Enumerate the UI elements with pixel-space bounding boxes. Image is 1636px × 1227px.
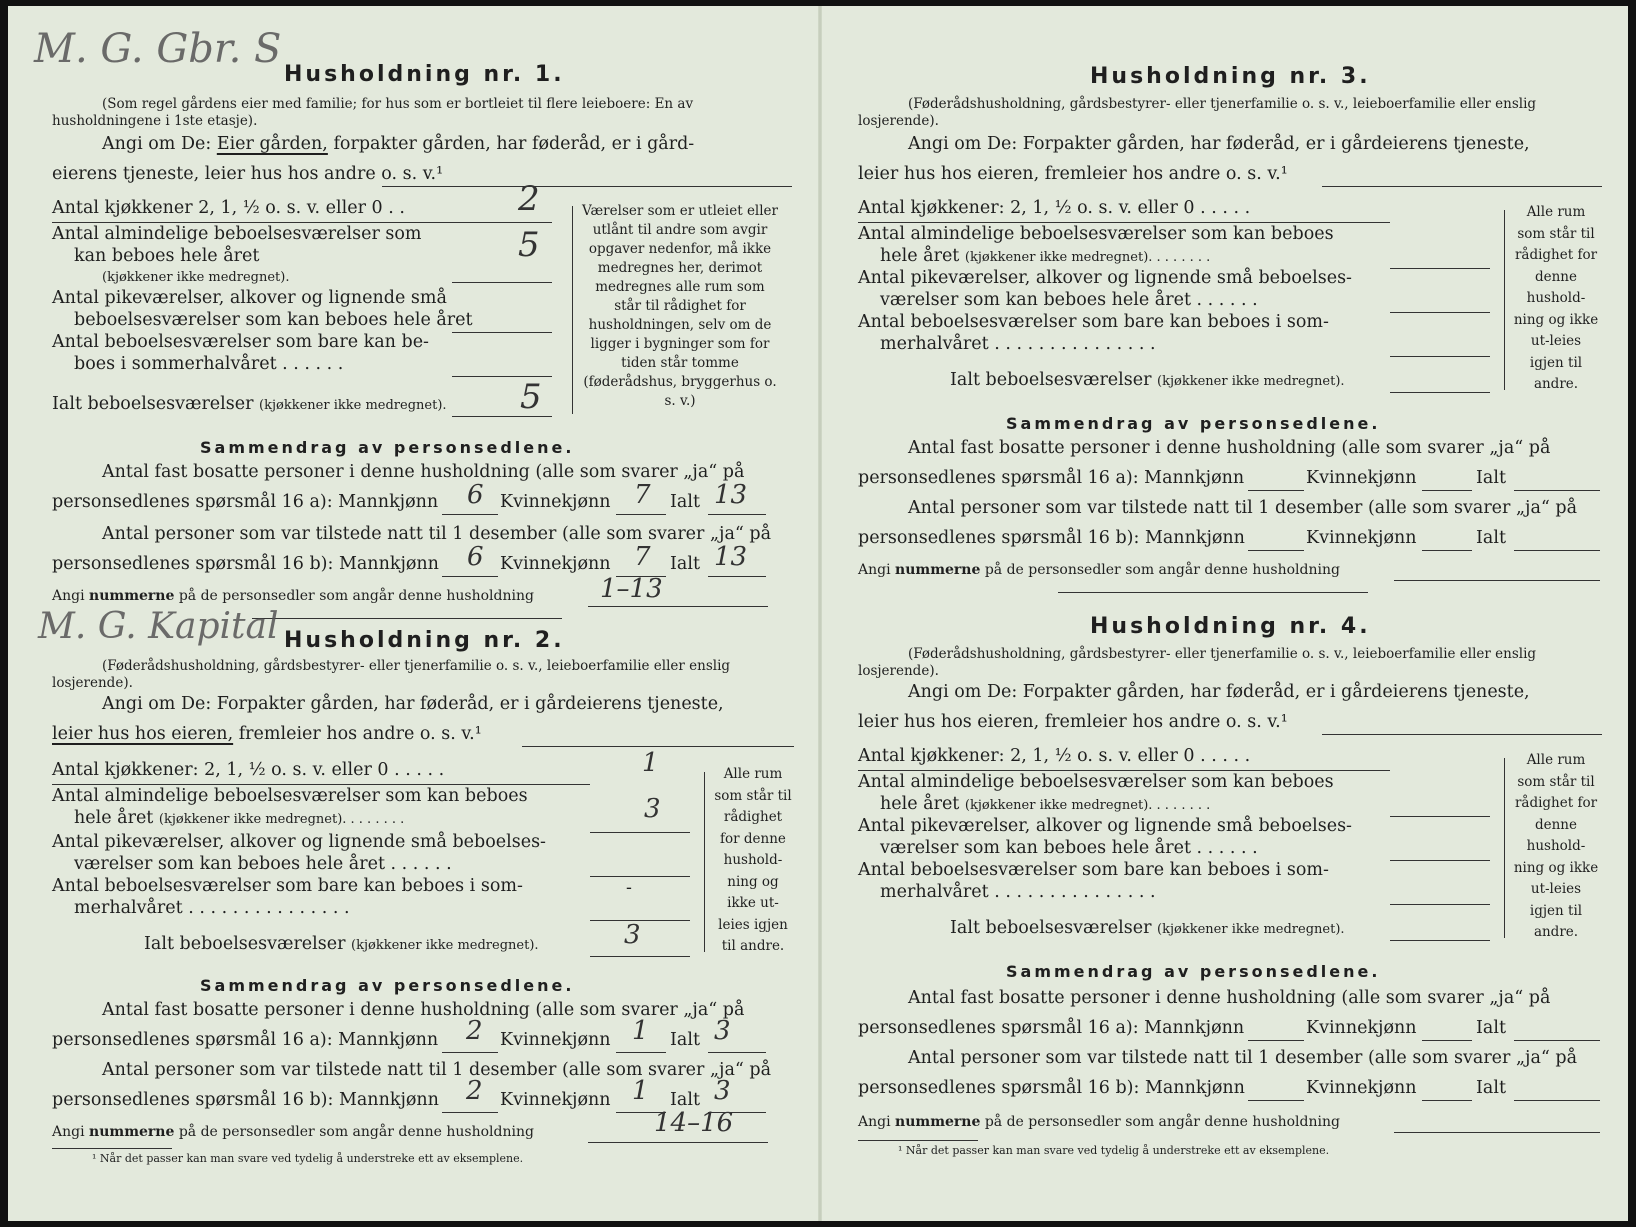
- h2-fixed-female: 1: [632, 1016, 649, 1046]
- h1-kitchens-field: [452, 222, 552, 223]
- h3-total-text: Ialt beboelsesværelser: [950, 370, 1152, 390]
- h1-rooms-label3: (kjøkkener ikke medregnet).: [102, 270, 290, 285]
- h2-kitchens-field: [52, 784, 590, 785]
- h2-fixed-total-label: Ialt: [670, 1030, 700, 1050]
- h1-summer-label1: Antal beboelsesværelser som bare kan be-: [52, 332, 429, 352]
- h4-fixed-male-field: [1248, 1040, 1304, 1041]
- h4-present-total-field: [1514, 1100, 1600, 1101]
- h1-fixed-line2: personsedlenes spørsmål 16 a): Mannkjønn: [52, 492, 439, 512]
- h1-rooms-field: [452, 282, 552, 283]
- h3-fixed-line1: Antal fast bosatte personer i denne husholdning (alle som svarer „ja“ på: [908, 438, 1551, 458]
- h4-present-total-label: Ialt: [1476, 1078, 1506, 1098]
- h3-present-total-label: Ialt: [1476, 528, 1506, 548]
- h3-rooms-field: [1390, 268, 1490, 269]
- h2-angi-line2: [52, 724, 482, 744]
- h2-small-rooms-label2: værelser som kan beboes hele året . . . . . .: [74, 854, 452, 874]
- h3-summary-title: Sammendrag av personsedlene.: [1006, 414, 1381, 433]
- h2-rooms-value: 3: [644, 794, 661, 824]
- h3-fixed-male-field: [1248, 490, 1304, 491]
- h1-numbers-field: [588, 606, 768, 607]
- h2-side-note: Alle rum som står til rådighet for denne hushold-ning og ikke ut-leies igjen til andre.: [714, 766, 792, 954]
- h1-small-rooms-label2: beboelsesværelser som kan beboes hele året: [74, 310, 473, 330]
- h1-present-female-label: Kvinnekjønn: [500, 554, 611, 574]
- h1-total-field: [452, 416, 552, 417]
- h2-present-line2: personsedlenes spørsmål 16 b): Mannkjønn: [52, 1090, 439, 1110]
- h1-numbers-bold: nummerne: [89, 588, 175, 604]
- h4-numbers-rest: på de personsedler som angår denne husholdning: [980, 1114, 1340, 1130]
- h4-numbers-bold: nummerne: [895, 1114, 981, 1130]
- h3-kitchens-label: Antal kjøkkener: 2, 1, ½ o. s. v. eller 0 . . . . .: [858, 198, 1251, 218]
- h3-present-male-field: [1248, 550, 1304, 551]
- h2-rooms-text: hele året: [74, 808, 154, 828]
- h1-fixed-total: 13: [714, 480, 748, 510]
- h1-fixed-total-label: Ialt: [670, 492, 700, 512]
- h3-present-female-label: Kvinnekjønn: [1306, 528, 1417, 548]
- h3-present-line1: Antal personer som var tilstede natt til 1 desember (alle som svarer „ja“ på: [908, 498, 1578, 518]
- h1-note: (Som regel gårdens eier med familie; for hus som er bortleiet til flere leieboere: En av husholdningene i 1ste etasje).: [52, 96, 694, 129]
- h1-present-male-field: [442, 576, 498, 577]
- h4-fixed-line2: personsedlenes spørsmål 16 a): Mannkjønn: [858, 1018, 1245, 1038]
- h4-total-label: [950, 918, 1345, 938]
- h4-total-text: Ialt beboelsesværelser: [950, 918, 1152, 938]
- h1-fixed-total-field: [708, 514, 766, 515]
- h4-present-line1: Antal personer som var tilstede natt til 1 desember (alle som svarer „ja“ på: [908, 1048, 1578, 1068]
- h1-angi-blank: [382, 186, 792, 187]
- h2-fixed-line2: personsedlenes spørsmål 16 a): Mannkjønn: [52, 1030, 439, 1050]
- h3-total-note: (kjøkkener ikke medregnet).: [1157, 374, 1345, 389]
- h3-fixed-total-field: [1514, 490, 1600, 491]
- h2-kitchens-label: Antal kjøkkener: 2, 1, ½ o. s. v. eller 0 . . . . .: [52, 760, 445, 780]
- h2-present-total-label: Ialt: [670, 1090, 700, 1110]
- h4-rooms-label1: Antal almindelige beboelsesværelser som kan beboes: [858, 772, 1334, 792]
- h2-title: Husholdning nr. 2.: [284, 628, 565, 653]
- h4-brace: [1504, 758, 1505, 938]
- h2-small-rooms-label1: Antal pikeværelser, alkover og lignende små beboelses-: [52, 832, 546, 852]
- h1-present-total-label: Ialt: [670, 554, 700, 574]
- h2-summary-title: Sammendrag av personsedlene.: [200, 976, 575, 995]
- h3-note: (Føderådshusholdning, gårdsbestyrer- eller tjenerfamilie o. s. v., leieboerfamilie eller enslig losjerende).: [858, 96, 1537, 129]
- h4-angi-line2: leier hus hos eieren, fremleier hos andre o. s. v.¹: [858, 712, 1288, 732]
- h1-numbers-label: [52, 588, 534, 604]
- h2-present-line1: Antal personer som var tilstede natt til 1 desember (alle som svarer „ja“ på: [102, 1060, 772, 1080]
- h3-small-rooms-field: [1390, 312, 1490, 313]
- h1-numbers-rest: på de personsedler som angår denne husholdning: [174, 588, 534, 604]
- h4-fixed-female-field: [1422, 1040, 1472, 1041]
- h2-numbers-value: 14–16: [654, 1108, 734, 1138]
- h4-title: Husholdning nr. 4.: [1090, 614, 1371, 639]
- h2-angi-selected: leier hus hos eieren,: [52, 724, 234, 744]
- h3-rooms-note: (kjøkkener ikke medregnet). . . . . . . .: [964, 250, 1211, 265]
- h2-present-male: 2: [466, 1076, 483, 1106]
- h2-fixed-male: 2: [466, 1016, 483, 1046]
- h3-numbers-label: [858, 562, 1340, 578]
- h2-present-female-label: Kvinnekjønn: [500, 1090, 611, 1110]
- h4-summer-label2: merhalvåret . . . . . . . . . . . . . . .: [880, 882, 1156, 902]
- handwritten-stamp-top: M. G. Gbr. S: [34, 26, 282, 72]
- h1-fixed-line1: Antal fast bosatte personer i denne husholdning (alle som svarer „ja“ på: [102, 462, 745, 482]
- h4-rooms-text: hele året: [880, 794, 960, 814]
- h3-summer-label1: Antal beboelsesværelser som bare kan beboes i som-: [858, 312, 1329, 332]
- h3-rooms-label1: Antal almindelige beboelsesværelser som kan beboes: [858, 224, 1334, 244]
- h1-present-line1: Antal personer som var tilstede natt til 1 desember (alle som svarer „ja“ på: [102, 524, 772, 544]
- h4-side-note: Alle rum som står til rådighet for denne hushold-ning og ikke ut-leies igjen til andre.: [1513, 752, 1599, 940]
- h3-fixed-total-label: Ialt: [1476, 468, 1506, 488]
- h1-fixed-male-field: [442, 514, 498, 515]
- h1-rooms-label1: Antal almindelige beboelsesværelser som: [52, 224, 422, 244]
- h2-fixed-total-field: [708, 1052, 766, 1053]
- h4-small-rooms-label2: værelser som kan beboes hele året . . . . . .: [880, 838, 1258, 858]
- h2-rooms-label1: Antal almindelige beboelsesværelser som kan beboes: [52, 786, 528, 806]
- h2-numbers-rest: på de personsedler som angår denne husholdning: [174, 1124, 534, 1140]
- h4-angi-blank: [1322, 734, 1602, 735]
- h1-numbers-value: 1–13: [600, 574, 663, 604]
- h4-numbers-label: [858, 1114, 1340, 1130]
- h1-present-total-field: [708, 576, 766, 577]
- h2-fixed-male-field: [442, 1052, 498, 1053]
- h2-numbers-prefix: Angi: [52, 1124, 90, 1140]
- h2-rooms-label2: [74, 808, 404, 828]
- h4-rooms-label2: [880, 794, 1210, 814]
- h1-present-total: 13: [714, 542, 748, 572]
- h2-total-field: [590, 956, 690, 957]
- h1-total-note: (kjøkkener ikke medregnet).: [259, 398, 447, 413]
- h1-rooms-value: 5: [518, 225, 540, 265]
- h3-angi-blank: [1322, 186, 1602, 187]
- h2-fixed-female-field: [616, 1052, 666, 1053]
- h2-brace: [704, 772, 705, 952]
- h4-rooms-note: (kjøkkener ikke medregnet). . . . . . . .: [964, 798, 1211, 813]
- h2-present-female: 1: [632, 1076, 649, 1106]
- h4-total-note: (kjøkkener ikke medregnet).: [1157, 922, 1345, 937]
- handwritten-stamp-mid: M. G. Kapital: [38, 606, 279, 647]
- h1-kitchens-underline: [52, 222, 452, 223]
- h2-numbers-label: [52, 1124, 534, 1140]
- h1-present-male: 6: [467, 542, 484, 572]
- h4-summer-label1: Antal beboelsesværelser som bare kan beboes i som-: [858, 860, 1329, 880]
- h3-numbers-prefix: Angi: [858, 562, 896, 578]
- h4-kitchens-field: [858, 770, 1390, 771]
- h3-small-rooms-label1: Antal pikeværelser, alkover og lignende små beboelses-: [858, 268, 1352, 288]
- h4-angi-line1: Angi om De: Forpakter gården, har føderåd, er i gårdeierens tjeneste,: [908, 682, 1530, 702]
- h4-small-rooms-label1: Antal pikeværelser, alkover og lignende små beboelses-: [858, 816, 1352, 836]
- h1-kitchens-value: 2: [518, 179, 540, 219]
- page-fold: [818, 6, 822, 1221]
- h3-total-field: [1390, 392, 1490, 393]
- left-footnote: ¹ Når det passer kan man svare ved tydelig å understreke ett av eksemplene.: [92, 1152, 524, 1165]
- h2-fixed-line1: Antal fast bosatte personer i denne husholdning (alle som svarer „ja“ på: [102, 1000, 745, 1020]
- h1-total-value: 5: [520, 377, 542, 417]
- h3-present-total-field: [1514, 550, 1600, 551]
- h1-small-rooms-field: [452, 332, 552, 333]
- h2-numbers-field: [588, 1142, 768, 1143]
- h4-footnote-rule: [858, 1140, 978, 1141]
- h1-numbers-prefix: Angi: [52, 588, 90, 604]
- h1-fixed-female-field: [616, 514, 666, 515]
- h3-numbers-field: [1394, 580, 1600, 581]
- h1-angi-rest: forpakter gården, har føderåd, er i gård-: [327, 134, 695, 154]
- h1-summer-label2: boes i sommerhalvåret . . . . . .: [74, 354, 344, 374]
- h4-present-male-field: [1248, 1100, 1304, 1101]
- h2-present-male-field: [442, 1112, 498, 1113]
- h2-angi-blank: [522, 746, 794, 747]
- h1-total-label: [52, 394, 447, 414]
- h4-fixed-total-label: Ialt: [1476, 1018, 1506, 1038]
- h2-footnote-rule: [52, 1148, 172, 1149]
- h2-fixed-total: 3: [714, 1016, 731, 1046]
- h2-kitchens-value: 1: [642, 748, 659, 778]
- right-footnote: ¹ Når det passer kan man svare ved tydelig å understreke ett av eksemplene.: [898, 1144, 1330, 1157]
- h4-kitchens-label: Antal kjøkkener: 2, 1, ½ o. s. v. eller 0 . . . . .: [858, 746, 1251, 766]
- h4-fixed-line1: Antal fast bosatte personer i denne husholdning (alle som svarer „ja“ på: [908, 988, 1551, 1008]
- h2-angi-line1: Angi om De: Forpakter gården, har føderåd, er i gårdeierens tjeneste,: [102, 694, 724, 714]
- h3-small-rooms-label2: værelser som kan beboes hele året . . . . . .: [880, 290, 1258, 310]
- h1-separator: [252, 618, 562, 619]
- h1-side-note: Værelser som er utleiet eller utlånt til andre som avgir opgaver nedenfor, må ikke medregnes her, derimot medregnes alle rum som står til rådighet for husholdningen, selv om de ligger i bygninger som for tiden står tomme (føderådshus, bryggerhus o. s. v.): [581, 203, 779, 409]
- h4-summary-title: Sammendrag av personsedlene.: [1006, 962, 1381, 981]
- h1-rooms-label2: kan beboes hele året: [74, 246, 260, 266]
- h1-present-female: 7: [634, 542, 651, 572]
- h4-fixed-female-label: Kvinnekjønn: [1306, 1018, 1417, 1038]
- h4-total-field: [1390, 940, 1490, 941]
- h3-side-note: Alle rum som står til rådighet for denne hushold-ning og ikke ut-leies igjen til andre.: [1513, 204, 1599, 392]
- h3-present-line2: personsedlenes spørsmål 16 b): Mannkjønn: [858, 528, 1245, 548]
- h4-note: (Føderådshusholdning, gårdsbestyrer- eller tjenerfamilie o. s. v., leieboerfamilie eller enslig losjerende).: [858, 646, 1537, 679]
- h2-summer-value: -: [626, 878, 632, 898]
- h3-total-label: [950, 370, 1345, 390]
- h3-rooms-label2: [880, 246, 1210, 266]
- h1-present-line2: personsedlenes spørsmål 16 b): Mannkjønn: [52, 554, 439, 574]
- h3-rooms-text: hele året: [880, 246, 960, 266]
- h2-total-note: (kjøkkener ikke medregnet).: [351, 938, 539, 953]
- h1-angi-prefix: Angi om De:: [102, 134, 217, 154]
- h1-angi-selected: Eier gården,: [216, 134, 328, 154]
- h4-numbers-field: [1394, 1132, 1600, 1133]
- h1-brace: [572, 206, 573, 414]
- h2-note: (Føderådshusholdning, gårdsbestyrer- eller tjenerfamilie o. s. v., leieboerfamilie eller enslig losjerende).: [52, 658, 731, 691]
- h2-numbers-bold: nummerne: [89, 1124, 175, 1140]
- h3-brace: [1504, 210, 1505, 390]
- h3-title: Husholdning nr. 3.: [1090, 64, 1371, 89]
- h4-present-line2: personsedlenes spørsmål 16 b): Mannkjønn: [858, 1078, 1245, 1098]
- h4-small-rooms-field: [1390, 860, 1490, 861]
- h3-summer-label2: merhalvåret . . . . . . . . . . . . . . .: [880, 334, 1156, 354]
- h3-separator: [1058, 592, 1368, 593]
- h2-present-total: 3: [714, 1076, 731, 1106]
- h1-fixed-female-label: Kvinnekjønn: [500, 492, 611, 512]
- h1-summary-title: Sammendrag av personsedlene.: [200, 438, 575, 457]
- h4-numbers-prefix: Angi: [858, 1114, 896, 1130]
- h3-fixed-female-label: Kvinnekjønn: [1306, 468, 1417, 488]
- h2-total-value: 3: [624, 920, 641, 950]
- h4-fixed-total-field: [1514, 1040, 1600, 1041]
- h2-total-label: [144, 934, 539, 954]
- h4-summer-field: [1390, 904, 1490, 905]
- h4-present-female-label: Kvinnekjønn: [1306, 1078, 1417, 1098]
- h1-title: Husholdning nr. 1.: [284, 62, 565, 87]
- h3-angi-line1: Angi om De: Forpakter gården, har føderåd, er i gårdeierens tjeneste,: [908, 134, 1530, 154]
- h3-angi-line2: leier hus hos eieren, fremleier hos andre o. s. v.¹: [858, 164, 1288, 184]
- h2-angi-rest: fremleier hos andre o. s. v.¹: [233, 724, 482, 744]
- h3-fixed-line2: personsedlenes spørsmål 16 a): Mannkjønn: [858, 468, 1245, 488]
- h2-small-rooms-field: [590, 876, 690, 877]
- h1-angi-line2: eierens tjeneste, leier hus hos andre o. s. v.¹: [52, 164, 444, 184]
- h1-fixed-female: 7: [634, 480, 651, 510]
- census-sheet: [8, 6, 1628, 1221]
- h3-numbers-bold: nummerne: [895, 562, 981, 578]
- h4-present-female-field: [1422, 1100, 1472, 1101]
- h1-fixed-male: 6: [467, 480, 484, 510]
- h4-rooms-field: [1390, 816, 1490, 817]
- h1-kitchens-label: Antal kjøkkener 2, 1, ½ o. s. v. eller 0 . .: [52, 198, 405, 218]
- h2-summer-label2: merhalvåret . . . . . . . . . . . . . . .: [74, 898, 350, 918]
- h2-rooms-note: (kjøkkener ikke medregnet). . . . . . . .: [158, 812, 405, 827]
- h2-summer-label1: Antal beboelsesværelser som bare kan beboes i som-: [52, 876, 523, 896]
- h3-fixed-female-field: [1422, 490, 1472, 491]
- h2-total-text: Ialt beboelsesværelser: [144, 934, 346, 954]
- h3-present-female-field: [1422, 550, 1472, 551]
- h3-numbers-rest: på de personsedler som angår denne husholdning: [980, 562, 1340, 578]
- h2-rooms-field: [590, 832, 690, 833]
- h3-summer-field: [1390, 356, 1490, 357]
- h1-angi-line1: [102, 134, 694, 154]
- h2-fixed-female-label: Kvinnekjønn: [500, 1030, 611, 1050]
- h3-kitchens-field: [858, 222, 1390, 223]
- h1-small-rooms-label1: Antal pikeværelser, alkover og lignende små: [52, 288, 447, 308]
- h1-total-text: Ialt beboelsesværelser: [52, 394, 254, 414]
